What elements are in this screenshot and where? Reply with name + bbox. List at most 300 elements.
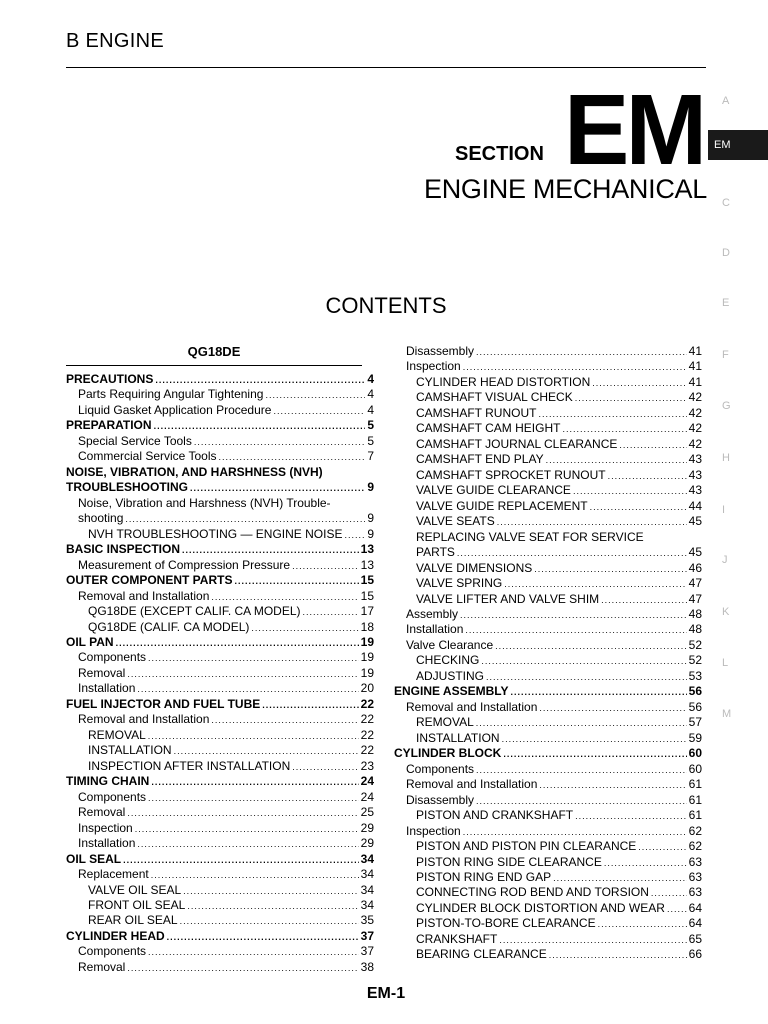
toc-entry-page: 4 [367, 387, 374, 402]
toc-entry[interactable] [88, 759, 374, 774]
toc-entry[interactable] [406, 793, 702, 808]
section-tab-label: J [722, 554, 728, 566]
toc-entry[interactable] [66, 852, 374, 867]
toc-leader-dots [598, 917, 687, 932]
toc-entry[interactable] [406, 622, 702, 637]
toc-entry[interactable] [416, 545, 702, 560]
toc-entry[interactable] [416, 947, 702, 962]
toc-entry[interactable] [416, 592, 702, 607]
toc-leader-dots [476, 763, 687, 778]
toc-leader-dots [303, 605, 359, 620]
toc-entry-title: Inspection [406, 359, 461, 374]
toc-leader-dots [125, 512, 365, 527]
toc-entry[interactable] [66, 573, 374, 588]
toc-leader-dots [190, 481, 365, 496]
toc-entry-title: Measurement of Compression Pressure [78, 557, 291, 572]
toc-entry-title: Components [78, 650, 147, 665]
toc-entry-page: 41 [688, 359, 702, 374]
toc-entry-page: 42 [688, 405, 702, 420]
toc-entry-page: 9 [367, 526, 374, 541]
toc-leader-dots [174, 744, 359, 759]
toc-entry-title: OIL SEAL [66, 851, 122, 866]
toc-entry-title: PISTON AND CRANKSHAFT [416, 808, 574, 823]
toc-entry-title: INSTALLATION [416, 730, 500, 745]
toc-entry[interactable] [78, 805, 374, 820]
toc-entry-page: 61 [688, 777, 702, 792]
toc-entry-title: Installation [78, 836, 136, 851]
toc-leader-dots [116, 636, 359, 651]
section-tab-h[interactable] [708, 445, 768, 471]
toc-entry-page: 47 [688, 576, 702, 591]
toc-entry-page: 42 [688, 436, 702, 451]
toc-entry[interactable] [416, 932, 702, 947]
toc-leader-dots [180, 914, 359, 929]
toc-leader-dots [148, 945, 359, 960]
toc-entry-title: ADJUSTING [416, 668, 485, 683]
toc-entry[interactable] [416, 715, 702, 730]
toc-entry-title: Removal [78, 805, 126, 820]
toc-entry[interactable] [78, 821, 374, 836]
toc-entry[interactable] [78, 960, 374, 975]
toc-entry[interactable] [88, 898, 374, 913]
toc-entry-title: PREPARATION [66, 418, 152, 433]
toc-leader-dots [592, 376, 686, 391]
toc-leader-dots [651, 886, 687, 901]
section-tab-label: EM [714, 139, 731, 151]
toc-entry-title: REMOVAL [88, 727, 146, 742]
toc-entry-page: 43 [688, 467, 702, 482]
toc-leader-dots [476, 794, 687, 809]
toc-leader-dots [148, 651, 359, 666]
toc-leader-dots [504, 577, 686, 592]
toc-entry[interactable] [416, 468, 702, 483]
toc-entry[interactable] [78, 449, 374, 464]
toc-entry-title: Components [406, 761, 475, 776]
toc-entry[interactable] [416, 885, 702, 900]
header-divider [66, 67, 706, 68]
toc-entry-title: Components [78, 944, 147, 959]
toc-entry[interactable] [416, 375, 702, 390]
toc-leader-dots [499, 933, 686, 948]
toc-entry-title: Replacement [78, 867, 149, 882]
toc-entry-title: CAMSHAFT CAM HEIGHT [416, 421, 561, 436]
toc-entry[interactable] [78, 496, 374, 511]
toc-entry-page: 23 [360, 758, 374, 773]
toc-entry[interactable] [88, 620, 374, 635]
toc-entry-title: REPLACING VALVE SEAT FOR SERVICE [416, 529, 644, 544]
toc-leader-dots [127, 806, 358, 821]
toc-leader-dots [575, 391, 687, 406]
toc-entry[interactable] [78, 712, 374, 727]
toc-entry[interactable] [66, 929, 374, 944]
toc-entry-title: REMOVAL [416, 715, 474, 730]
toc-leader-dots [167, 930, 359, 945]
toc-leader-dots [127, 667, 358, 682]
toc-entry[interactable] [406, 638, 702, 653]
toc-entry[interactable] [88, 604, 374, 619]
toc-entry-page: 19 [360, 650, 374, 665]
toc-entry[interactable] [66, 542, 374, 557]
toc-leader-dots [127, 961, 358, 976]
toc-entry-title: CYLINDER HEAD [66, 928, 165, 943]
toc-entry[interactable] [66, 480, 374, 495]
section-tab-label: H [722, 452, 730, 464]
toc-entry-page: 22 [360, 727, 374, 742]
toc-entry-page: 34 [360, 882, 374, 897]
toc-entry-title: VALVE DIMENSIONS [416, 560, 533, 575]
toc-entry-title: Commercial Service Tools [78, 449, 217, 464]
toc-entry-title: ENGINE ASSEMBLY [394, 684, 509, 699]
toc-entry-title: shooting [78, 511, 124, 526]
toc-leader-dots [638, 840, 686, 855]
toc-entry[interactable] [78, 387, 374, 402]
section-tab-f[interactable] [708, 342, 768, 368]
toc-entry[interactable] [88, 728, 374, 743]
section-label: SECTION [455, 143, 544, 165]
toc-entry[interactable] [78, 790, 374, 805]
toc-entry[interactable] [416, 855, 702, 870]
toc-leader-dots [123, 853, 359, 868]
toc-leader-dots [463, 360, 687, 375]
toc-leader-dots [292, 760, 358, 775]
toc-entry-title: INSPECTION AFTER INSTALLATION [88, 758, 291, 773]
toc-leader-dots [137, 682, 358, 697]
toc-leader-dots [251, 621, 358, 636]
toc-entry[interactable] [416, 406, 702, 421]
toc-leader-dots [292, 559, 359, 574]
toc-leader-dots [590, 500, 687, 515]
left-column-title: QG18DE [187, 344, 241, 359]
toc-entry-page: 9 [367, 480, 374, 495]
toc-entry[interactable] [406, 777, 702, 792]
toc-entry-page: 29 [360, 820, 374, 835]
toc-entry-title: PISTON AND PISTON PIN CLEARANCE [416, 839, 637, 854]
toc-entry[interactable] [416, 901, 702, 916]
section-name: ENGINE MECHANICAL [424, 174, 707, 204]
toc-entry-title: VALVE LIFTER AND VALVE SHIM [416, 591, 600, 606]
toc-entry[interactable] [66, 774, 374, 789]
toc-entry-title: Inspection [406, 823, 461, 838]
toc-entry[interactable] [416, 653, 702, 668]
toc-entry[interactable] [416, 576, 702, 591]
toc-entry-title: Liquid Gasket Application Procedure [78, 402, 272, 417]
toc-entry-page: 22 [360, 696, 374, 711]
toc-entry-page: 5 [367, 418, 374, 433]
toc-entry[interactable] [416, 808, 702, 823]
toc-entry[interactable] [78, 867, 374, 882]
section-tab-m[interactable] [708, 701, 768, 727]
toc-entry-page: 15 [360, 573, 374, 588]
section-tab-l[interactable] [708, 650, 768, 676]
toc-entry-title: VALVE SEATS [416, 514, 495, 529]
toc-entry-title: NOISE, VIBRATION, AND HARSHNESS (NVH) [66, 464, 323, 479]
section-tab-label: F [722, 349, 729, 361]
toc-leader-dots [497, 515, 687, 530]
toc-entry-page: 62 [688, 839, 702, 854]
toc-leader-dots [549, 948, 687, 963]
toc-entry-page: 5 [367, 433, 374, 448]
toc-entry-page: 43 [688, 452, 702, 467]
toc-leader-dots [481, 654, 686, 669]
toc-entry[interactable] [66, 465, 374, 480]
toc-entry-page: 66 [688, 947, 702, 962]
toc-entry-page: 56 [688, 684, 702, 699]
section-tab-em[interactable] [708, 130, 768, 160]
toc-leader-dots [460, 608, 687, 623]
toc-entry-title: Removal and Installation [78, 588, 210, 603]
toc-entry-page: 25 [360, 805, 374, 820]
toc-entry[interactable] [394, 746, 702, 761]
toc-leader-dots [154, 419, 366, 434]
toc-entry-title: PISTON-TO-BORE CLEARANCE [416, 916, 596, 931]
toc-entry-page: 37 [360, 944, 374, 959]
toc-entry-page: 61 [688, 808, 702, 823]
toc-entry[interactable] [416, 390, 702, 405]
toc-entry[interactable] [88, 527, 374, 542]
toc-entry[interactable] [416, 437, 702, 452]
toc-entry[interactable] [416, 530, 702, 545]
section-tab-c[interactable] [708, 190, 768, 216]
toc-entry-page: 4 [367, 402, 374, 417]
toc-entry-page: 48 [688, 622, 702, 637]
toc-leader-dots [234, 574, 358, 589]
toc-entry-page: 19 [360, 665, 374, 680]
toc-entry-page: 20 [360, 681, 374, 696]
toc-entry-page: 24 [360, 789, 374, 804]
toc-entry[interactable] [416, 669, 702, 684]
toc-entry-page: 34 [360, 851, 374, 866]
toc-entry-title: TIMING CHAIN [66, 774, 150, 789]
toc-entry[interactable] [416, 561, 702, 576]
toc-entry-title: VALVE SPRING [416, 576, 503, 591]
toc-entry-title: Disassembly [406, 344, 475, 358]
toc-entry-title: QG18DE (EXCEPT CALIF. CA MODEL) [88, 604, 301, 619]
toc-entry[interactable] [416, 499, 702, 514]
toc-entry-page: 37 [360, 928, 374, 943]
toc-entry-title: PISTON RING SIDE CLEARANCE [416, 854, 602, 869]
toc-entry-page: 62 [688, 823, 702, 838]
toc-entry-page: 42 [688, 390, 702, 405]
section-tab-k[interactable] [708, 599, 768, 625]
toc-entry-title: CAMSHAFT VISUAL CHECK [416, 390, 573, 405]
toc-entry[interactable] [78, 944, 374, 959]
toc-entry-title: Noise, Vibration and Harshness (NVH) Trouble- [78, 495, 331, 510]
toc-leader-dots [148, 729, 359, 744]
toc-leader-dots [608, 469, 687, 484]
toc-entry[interactable] [88, 913, 374, 928]
toc-leader-dots [619, 438, 686, 453]
section-tab-label: E [722, 297, 730, 309]
toc-entry-page: 22 [360, 712, 374, 727]
toc-entry-title: Installation [78, 681, 136, 696]
toc-leader-dots [211, 713, 358, 728]
toc-entry-title: Removal [78, 665, 126, 680]
toc-entry[interactable] [78, 558, 374, 573]
toc-entry-title: BASIC INSPECTION [66, 542, 181, 557]
toc-leader-dots [151, 775, 358, 790]
toc-entry-title: Disassembly [406, 792, 475, 807]
toc-entry[interactable] [88, 743, 374, 758]
toc-entry[interactable] [78, 836, 374, 851]
page-number: EM-1 [366, 985, 406, 1002]
section-tab-label: L [722, 657, 729, 669]
toc-leader-dots [546, 453, 687, 468]
toc-entry[interactable] [66, 697, 374, 712]
toc-entry-title: QG18DE (CALIF. CA MODEL) [88, 619, 250, 634]
toc-leader-dots [503, 747, 686, 762]
toc-leader-dots [211, 590, 358, 605]
left-column-title-rule [66, 365, 362, 366]
toc-leader-dots [667, 902, 687, 917]
section-code: EM [564, 74, 704, 186]
toc-entry-page: 47 [688, 591, 702, 606]
toc-entry[interactable] [416, 452, 702, 467]
toc-entry[interactable] [78, 434, 374, 449]
toc-entry[interactable] [416, 916, 702, 931]
toc-entry-title: OIL PAN [66, 634, 114, 649]
toc-entry[interactable] [394, 684, 702, 699]
toc-leader-dots [539, 701, 686, 716]
toc-leader-dots [135, 822, 359, 837]
toc-entry-page: 41 [688, 344, 702, 358]
section-tab-g[interactable] [708, 393, 768, 419]
toc-entry-title: Removal [78, 959, 126, 974]
toc-entry-page: 42 [688, 421, 702, 436]
toc-leader-dots [465, 623, 686, 638]
toc-entry-page: 61 [688, 792, 702, 807]
toc-entry-title: VALVE OIL SEAL [88, 882, 182, 897]
section-tab-i[interactable] [708, 497, 768, 523]
toc-entry-page: 13 [360, 557, 374, 572]
contents-heading: CONTENTS [325, 293, 447, 318]
toc-entry-page: 65 [688, 931, 702, 946]
toc-entry[interactable] [416, 870, 702, 885]
toc-leader-dots [137, 837, 358, 852]
toc-entry-page: 18 [360, 619, 374, 634]
toc-entry-page: 17 [360, 604, 374, 619]
toc-leader-dots [604, 856, 687, 871]
section-tab-label: G [722, 400, 731, 412]
toc-entry-page: 38 [360, 959, 374, 974]
toc-entry-title: CAMSHAFT SPROCKET RUNOUT [416, 467, 606, 482]
toc-entry-page: 53 [688, 668, 702, 683]
toc-leader-dots [457, 546, 687, 561]
toc-entry[interactable] [406, 762, 702, 777]
section-tab-d[interactable] [708, 240, 768, 266]
toc-entry[interactable] [416, 483, 702, 498]
toc-entry-title: FRONT OIL SEAL [88, 897, 186, 912]
toc-entry-title: CYLINDER HEAD DISTORTION [416, 374, 591, 389]
toc-leader-dots [155, 373, 365, 388]
toc-entry[interactable] [406, 607, 702, 622]
toc-entry[interactable] [66, 635, 374, 650]
toc-entry-page: 60 [688, 746, 702, 761]
toc-leader-dots [183, 884, 358, 899]
section-tab-label: C [722, 197, 730, 209]
toc-entry[interactable] [406, 700, 702, 715]
toc-entry-page: 52 [688, 637, 702, 652]
toc-entry-title: FUEL INJECTOR AND FUEL TUBE [66, 696, 261, 711]
toc-entry-title: Components [78, 789, 147, 804]
toc-entry-page: 56 [688, 699, 702, 714]
toc-entry-page: 22 [360, 743, 374, 758]
toc-entry-page: 45 [688, 545, 702, 560]
toc-entry-title: Removal and Installation [406, 777, 538, 792]
toc-entry-title: Valve Clearance [406, 637, 494, 652]
toc-leader-dots [539, 778, 686, 793]
toc-leader-dots [194, 435, 365, 450]
toc-entry-title: CAMSHAFT JOURNAL CLEARANCE [416, 436, 618, 451]
toc-entry-title: CHECKING [416, 653, 480, 668]
toc-entry[interactable] [78, 589, 374, 604]
toc-leader-dots [476, 345, 687, 360]
toc-entry[interactable] [78, 666, 374, 681]
toc-entry[interactable] [416, 839, 702, 854]
toc-entry-title: VALVE GUIDE CLEARANCE [416, 483, 571, 498]
toc-entry-title: Installation [406, 622, 464, 637]
section-tab-a[interactable] [708, 88, 768, 114]
toc-leader-dots [219, 450, 366, 465]
toc-entry-page: 9 [367, 511, 374, 526]
toc-entry-page: 13 [360, 542, 374, 557]
toc-entry-title: Removal and Installation [78, 712, 210, 727]
toc-leader-dots [476, 716, 687, 731]
toc-entry-title: PISTON RING END GAP [416, 869, 552, 884]
toc-leader-dots [510, 685, 686, 700]
section-tab-label: M [722, 708, 732, 720]
toc-entry-title: CAMSHAFT RUNOUT [416, 405, 537, 420]
section-tab-label: A [722, 95, 730, 107]
toc-entry-page: 63 [688, 854, 702, 869]
toc-leader-dots [562, 422, 686, 437]
toc-leader-dots [575, 809, 687, 824]
toc-entry[interactable] [88, 883, 374, 898]
toc-entry-page: 63 [688, 885, 702, 900]
toc-entry-page: 64 [688, 900, 702, 915]
toc-entry[interactable] [66, 418, 374, 433]
toc-entry[interactable] [406, 344, 702, 359]
toc-entry-title: REAR OIL SEAL [88, 913, 178, 928]
toc-entry[interactable] [416, 731, 702, 746]
section-tab-label: I [722, 504, 726, 516]
toc-entry-title: INSTALLATION [88, 743, 172, 758]
toc-entry-page: 46 [688, 560, 702, 575]
toc-entry-title: OUTER COMPONENT PARTS [66, 573, 233, 588]
toc-entry-page: 15 [360, 588, 374, 603]
toc-entry[interactable] [406, 824, 702, 839]
toc-leader-dots [273, 404, 365, 419]
chapter-title: B ENGINE [66, 30, 164, 52]
toc-leader-dots [573, 484, 687, 499]
toc-leader-dots [553, 871, 687, 886]
toc-entry[interactable] [406, 359, 702, 374]
toc-entry[interactable] [66, 372, 374, 387]
toc-entry-page: 34 [360, 897, 374, 912]
toc-entry-title: TROUBLESHOOTING [66, 480, 188, 495]
toc-entry-title: CRANKSHAFT [416, 931, 498, 946]
toc-entry[interactable] [78, 650, 374, 665]
toc-entry[interactable] [416, 421, 702, 436]
toc-entry[interactable] [416, 514, 702, 529]
toc-entry-title: Parts Requiring Angular Tightening [78, 387, 264, 402]
toc-leader-dots [495, 639, 686, 654]
toc-entry[interactable] [78, 681, 374, 696]
toc-entry[interactable] [78, 403, 374, 418]
toc-entry[interactable] [78, 511, 374, 526]
toc-entry-title: CONNECTING ROD BEND AND TORSION [416, 885, 649, 900]
toc-leader-dots [601, 593, 686, 608]
section-tab-j[interactable] [708, 547, 768, 573]
